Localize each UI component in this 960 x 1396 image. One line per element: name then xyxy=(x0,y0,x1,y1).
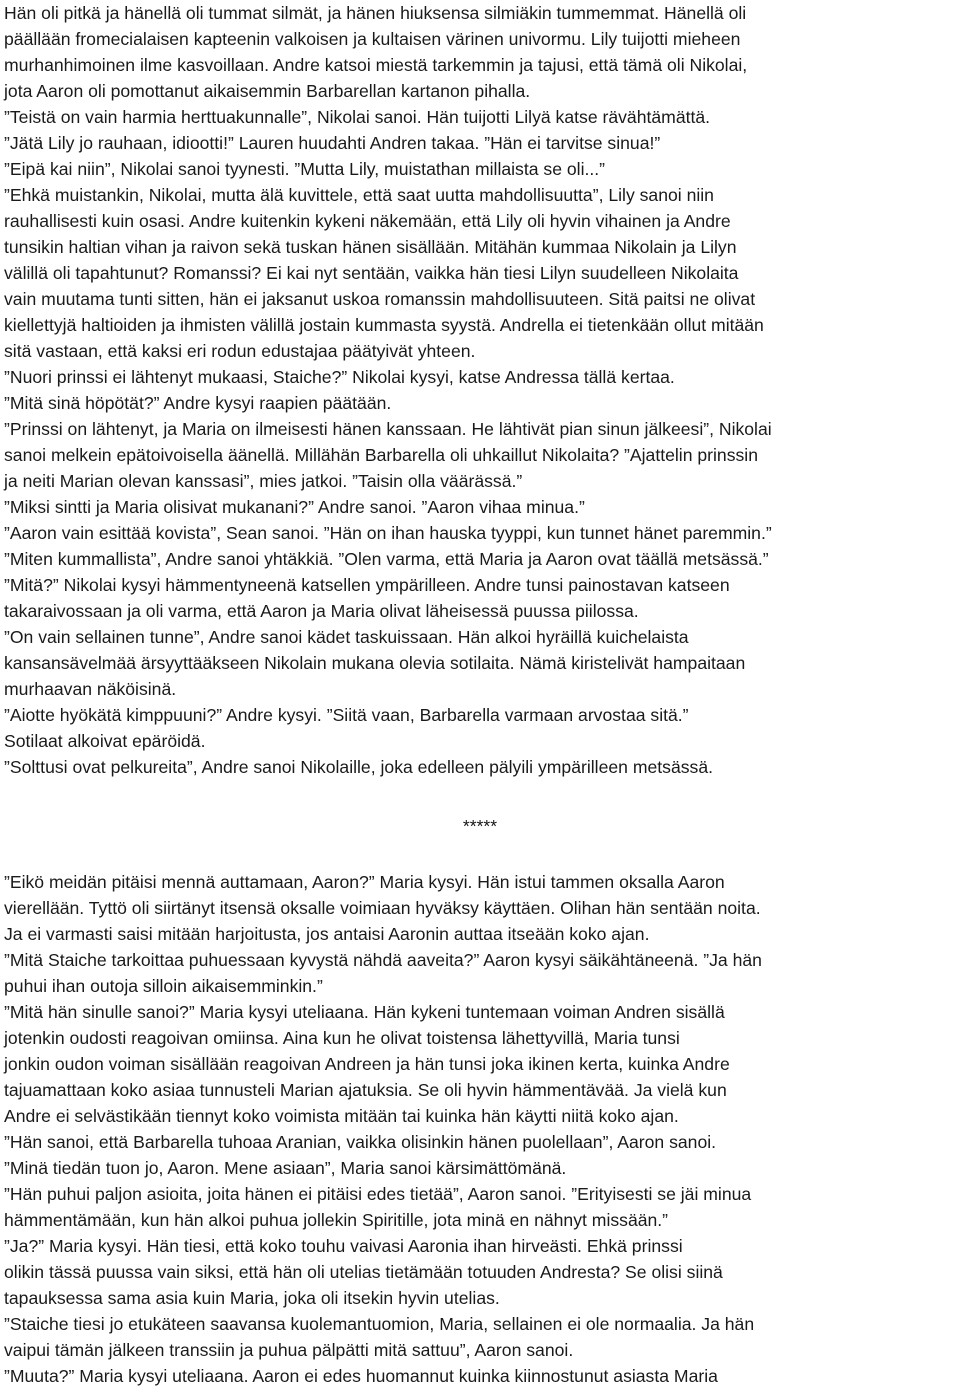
text-line: ”Aaron vain esittää kovista”, Sean sanoi. ”Hän on ihan hauska tyyppi, kun tunnet hänet paremmin.” xyxy=(4,523,772,543)
text-line: ”Minä tiedän tuon jo, Aaron. Mene asiaan”, Maria sanoi kärsimättömänä. xyxy=(4,1158,567,1178)
text-line: ”Staiche tiesi jo etukäteen saavansa kuolemantuomion, Maria, sellainen ei ole normaalia. Ja hän xyxy=(4,1314,755,1334)
text-line: ”Nuori prinssi ei lähtenyt mukaasi, Staiche?” Nikolai kysyi, katse Andressa tällä kertaa. xyxy=(4,367,675,387)
text-line: päällään fromecialaisen kapteenin valkoisen ja kultaisen värinen univormu. Lily tuijotti mieheen xyxy=(4,29,741,49)
text-line: ”Teistä on vain harmia herttuakunnalle”, Nikolai sanoi. Hän tuijotti Lilyä katse rävähtämättä. xyxy=(4,107,711,127)
text-line: jonkin oudon voiman sisällään reagoivan Andreen ja hän tunsi joka ikinen kerta, kuinka Andre xyxy=(4,1054,730,1074)
text-line: Ja ei varmasti saisi mitään harjoitusta, jos antaisi Aaronin auttaa itseään koko ajan. xyxy=(4,924,650,944)
text-line: jotenkin oudosti reagoivan omiinsa. Aina kun he olivat toistensa lähettyvillä, Maria tunsi xyxy=(4,1028,680,1048)
text-line: ”Ja?” Maria kysyi. Hän tiesi, että koko touhu vaivasi Aaronia ihan hirveästi. Ehkä prinssi xyxy=(4,1236,683,1256)
text-line: Andre ei selvästikään tiennyt koko voimista mitään tai kuinka hän käytti niitä koko ajan. xyxy=(4,1106,679,1126)
text-line: ”Mitä?” Nikolai kysyi hämmentyneenä katsellen ympärilleen. Andre tunsi painostavan katseen xyxy=(4,575,730,595)
text-line: ”Mitä hän sinulle sanoi?” Maria kysyi uteliaana. Hän kykeni tuntemaan voiman Andren sisällä xyxy=(4,1002,725,1022)
text-line: ”Hän puhui paljon asioita, joita hänen ei pitäisi edes tietää”, Aaron sanoi. ”Erityisesti se jäi minua xyxy=(4,1184,752,1204)
text-line: ”Eipä kai niin”, Nikolai sanoi tyynesti. ”Mutta Lily, muistathan millaista se oli...” xyxy=(4,159,606,179)
text-line: ”Muuta?” Maria kysyi uteliaana. Aaron ei edes huomannut kuinka kiinnostunut asiasta Maria xyxy=(4,1366,718,1386)
text-line: ja neiti Marian olevan kanssasi”, mies jatkoi. ”Taisin olla väärässä.” xyxy=(4,471,523,491)
text-line: murhanhimoinen ilme kasvoillaan. Andre katsoi miestä tarkemmin ja tajusi, että tämä oli Nikolai, xyxy=(4,55,748,75)
text-line: ”On vain sellainen tunne”, Andre sanoi kädet taskuissaan. Hän alkoi hyräillä kuichelaista xyxy=(4,627,689,647)
text-line: jota Aaron oli pomottanut aikaisemmin Barbarellan kartanon pihalla. xyxy=(4,81,531,101)
text-line: Sotilaat alkoivat epäröidä. xyxy=(4,731,206,751)
text-line: ”Miten kummallista”, Andre sanoi yhtäkkiä. ”Olen varma, että Maria ja Aaron ovat täällä metsässä.” xyxy=(4,549,769,569)
text-line: tunsikin haltian vihan ja raivon sekä tuskan hänen sisällään. Mitähän kummaa Nikolain ja Lilyn xyxy=(4,237,737,257)
text-line: vierellään. Tyttö oli siirtänyt itsensä oksalle voimiaan hyväksy käyttäen. Olihan hän sentään noita. xyxy=(4,898,761,918)
text-line: kansansävelmää ärsyyttääkseen Nikolain mukana olevia sotilaita. Nämä kiristelivät hampaitaan xyxy=(4,653,746,673)
text-line: sanoi melkein epätoivoisella äänellä. Millähän Barbarella oli uhkaillut Nikolaita? ”Ajattelin prinssin xyxy=(4,445,759,465)
text-line: puhui ihan outoja silloin aikaisemminkin.” xyxy=(4,976,323,996)
text-line: rauhallisesti kuin osasi. Andre kuitenkin kykeni näkemään, että Lily oli hyvin vihainen ja Andre xyxy=(4,211,731,231)
text-line: tapauksessa sama asia kuin Maria, joka oli itsekin hyvin utelias. xyxy=(4,1288,500,1308)
text-line: ”Ehkä muistankin, Nikolai, mutta älä kuvittele, että saat uutta mahdollisuutta”, Lily sanoi niin xyxy=(4,185,714,205)
text-line: välillä oli tapahtunut? Romanssi? Ei kai nyt sentään, vaikka hän tiesi Lilyn suudelleen Nikolaita xyxy=(4,263,739,283)
text-line: murhaavan näköisinä. xyxy=(4,679,177,699)
text-line: kiellettyjä haltioiden ja ihmisten välillä jostain kummasta syystä. Andrella ei tietenkään ollut mitään xyxy=(4,315,764,335)
text-line: ”Miksi sintti ja Maria olisivat mukanani?” Andre sanoi. ”Aaron vihaa minua.” xyxy=(4,497,585,517)
text-line: olikin tässä puussa vain siksi, että hän oli utelias tietämään totuuden Andresta? Se olisi siinä xyxy=(4,1262,723,1282)
text-line: ”Aiotte hyökätä kimppuuni?” Andre kysyi. ”Siitä vaan, Barbarella varmaan arvostaa sitä.” xyxy=(4,705,689,725)
text-line: vain muutama tunti sitten, hän ei jaksanut uskoa romanssin mahdollisuuteen. Sitä paitsi ne olivat xyxy=(4,289,756,309)
text-line: ”Prinssi on lähtenyt, ja Maria on ilmeisesti hänen kanssaan. He lähtivät pian sinun jälkeesi”, Nikolai xyxy=(4,419,772,439)
text-line: ”Eikö meidän pitäisi mennä auttamaan, Aaron?” Maria kysyi. Hän istui tammen oksalla Aaron xyxy=(4,872,725,892)
text-line: ”Solttusi ovat pelkureita”, Andre sanoi Nikolaille, joka edelleen pälyili ympärilleen metsässä. xyxy=(4,757,713,777)
text-line: tajuamattaan koko asiaa tunnusteli Marian ajatuksia. Se oli hyvin hämmentävää. Ja vielä kun xyxy=(4,1080,727,1100)
text-line: ”Hän sanoi, että Barbarella tuhoaa Aranian, vaikka olisinkin hänen puolellaan”, Aaron sanoi. xyxy=(4,1132,717,1152)
text-line: ”Jätä Lily jo rauhaan, idiootti!” Lauren huudahti Andren takaa. ”Hän ei tarvitse sinua!” xyxy=(4,133,661,153)
text-line: takaraivossaan ja oli varma, että Aaron ja Maria olivat läheisessä puussa piilossa. xyxy=(4,601,639,621)
text-line: hämmentämään, kun hän alkoi puhua jollekin Spiritille, jota minä en nähnyt missään.” xyxy=(4,1210,669,1230)
section-separator: ***** xyxy=(462,816,498,836)
text-line: ”Mitä sinä höpötät?” Andre kysyi raapien päätään. xyxy=(4,393,392,413)
text-line: Hän oli pitkä ja hänellä oli tummat silmät, ja hänen hiuksensa silmiäkin tummemmat. Hänellä oli xyxy=(4,3,747,23)
text-line: ”Mitä Staiche tarkoittaa puhuessaan kyvystä nähdä aaveita?” Aaron kysyi säikähtäneenä. ”Ja hän xyxy=(4,950,762,970)
text-line: vaipui tämän jälkeen transsiin ja puhua pälpätti mitä sattuu”, Aaron sanoi. xyxy=(4,1340,574,1360)
text-line: sitä vastaan, että kaksi eri rodun edustajaa päätyivät yhteen. xyxy=(4,341,476,361)
